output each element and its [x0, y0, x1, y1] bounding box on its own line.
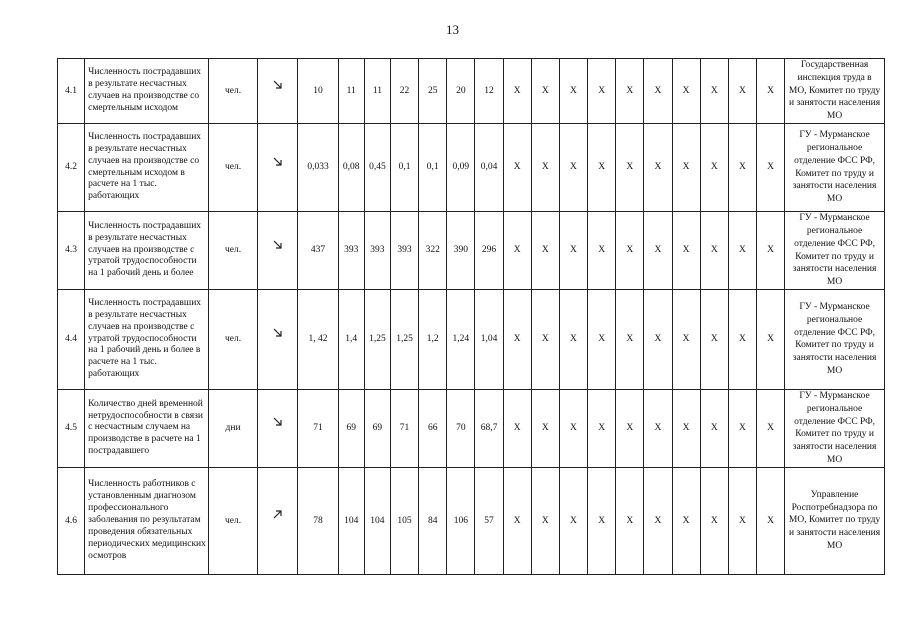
value-cell: 390 — [447, 212, 475, 290]
value-cell: 0,1 — [419, 124, 447, 212]
value-cell: 68,7 — [475, 389, 503, 467]
indicator-name: Численность работников с установленным диагнозом профессионального заболевания по результатам проведения обязательных периодических медицинских осмотров — [85, 467, 209, 574]
value-cell: 437 — [298, 212, 338, 290]
value-cell: Х — [616, 212, 644, 290]
value-cell: 0,033 — [298, 124, 338, 212]
value-cell: Х — [728, 124, 756, 212]
value-cell: Х — [757, 124, 785, 212]
value-cell: Х — [531, 389, 559, 467]
table-row — [58, 59, 885, 124]
arrow-down-right-icon — [260, 85, 295, 97]
value-cell: 0,08 — [338, 124, 364, 212]
value-cell: 20 — [447, 59, 475, 124]
value-cell: Х — [531, 289, 559, 389]
value-cell: Х — [588, 389, 616, 467]
value-cell: Х — [503, 389, 531, 467]
value-cell: Х — [616, 289, 644, 389]
value-cell: 296 — [475, 212, 503, 290]
value-cell: 322 — [419, 212, 447, 290]
responsible-cell: Государственная инспекция труда в МО, Комитет по труду и занятости населения МО — [785, 59, 885, 124]
arrow-up-right-icon — [260, 515, 295, 527]
value-cell: Х — [757, 59, 785, 124]
arrow-down-right-icon — [260, 333, 295, 345]
value-cell: Х — [588, 467, 616, 574]
value-cell: Х — [757, 289, 785, 389]
table-row — [58, 389, 885, 467]
value-cell: 71 — [298, 389, 338, 467]
value-cell: 1,2 — [419, 289, 447, 389]
value-cell: 84 — [419, 467, 447, 574]
row-number: 4.3 — [58, 212, 85, 290]
trend-cell — [258, 212, 298, 290]
arrow-down-right-icon — [260, 422, 295, 434]
value-cell: 1,25 — [390, 289, 418, 389]
value-cell: 11 — [338, 59, 364, 124]
trend-cell — [258, 289, 298, 389]
value-cell: Х — [672, 124, 700, 212]
value-cell: Х — [672, 289, 700, 389]
arrow-down-right-icon — [260, 162, 295, 174]
value-cell: 0,1 — [390, 124, 418, 212]
row-number: 4.4 — [58, 289, 85, 389]
value-cell: 1,04 — [475, 289, 503, 389]
unit-cell: чел. — [208, 124, 257, 212]
value-cell: 393 — [364, 212, 390, 290]
value-cell: 11 — [364, 59, 390, 124]
value-cell: Х — [644, 124, 672, 212]
value-cell: 1,4 — [338, 289, 364, 389]
value-cell: Х — [503, 467, 531, 574]
value-cell: 66 — [419, 389, 447, 467]
table-row — [58, 212, 885, 290]
row-number: 4.1 — [58, 59, 85, 124]
value-cell: Х — [559, 212, 587, 290]
value-cell: Х — [644, 389, 672, 467]
unit-cell: чел. — [208, 467, 257, 574]
indicator-name: Численность пострадавших в результате несчастных случаев на производстве с утратой трудоспособности на 1 рабочий день и более в расчете на 1 тыс. работающих — [85, 289, 209, 389]
unit-cell: чел. — [208, 289, 257, 389]
value-cell: Х — [503, 59, 531, 124]
value-cell: 69 — [338, 389, 364, 467]
value-cell: 0,09 — [447, 124, 475, 212]
value-cell: Х — [757, 389, 785, 467]
value-cell: 106 — [447, 467, 475, 574]
table-row — [58, 467, 885, 574]
indicators-table — [57, 58, 885, 575]
value-cell: Х — [503, 124, 531, 212]
value-cell: Х — [644, 59, 672, 124]
unit-cell: чел. — [208, 59, 257, 124]
value-cell: Х — [503, 289, 531, 389]
value-cell: Х — [728, 289, 756, 389]
indicator-name: Численность пострадавших в результате несчастных случаев на производстве со смертельным исходом — [85, 59, 209, 124]
trend-cell — [258, 124, 298, 212]
value-cell: Х — [672, 59, 700, 124]
value-cell: Х — [588, 59, 616, 124]
value-cell: Х — [616, 389, 644, 467]
value-cell: 105 — [390, 467, 418, 574]
value-cell: Х — [616, 124, 644, 212]
value-cell: Х — [588, 212, 616, 290]
indicator-name: Количество дней временной нетрудоспособности в связи с несчастным случаем на производстве в расчете на 1 пострадавшего — [85, 389, 209, 467]
value-cell: 78 — [298, 467, 338, 574]
value-cell: 104 — [364, 467, 390, 574]
value-cell: Х — [531, 467, 559, 574]
value-cell: 1, 42 — [298, 289, 338, 389]
value-cell: Х — [728, 389, 756, 467]
value-cell: 393 — [338, 212, 364, 290]
value-cell: Х — [728, 467, 756, 574]
value-cell: Х — [728, 59, 756, 124]
value-cell: 104 — [338, 467, 364, 574]
value-cell: 25 — [419, 59, 447, 124]
value-cell: Х — [644, 289, 672, 389]
value-cell: Х — [757, 212, 785, 290]
value-cell: Х — [559, 467, 587, 574]
value-cell: 1,25 — [364, 289, 390, 389]
value-cell: 0,04 — [475, 124, 503, 212]
table-row — [58, 124, 885, 212]
value-cell: Х — [616, 59, 644, 124]
unit-cell: дни — [208, 389, 257, 467]
value-cell: Х — [588, 124, 616, 212]
row-number: 4.6 — [58, 467, 85, 574]
value-cell: 393 — [390, 212, 418, 290]
value-cell: 12 — [475, 59, 503, 124]
value-cell: Х — [700, 124, 728, 212]
indicator-name: Численность пострадавших в результате несчастных случаев на производстве с утратой трудоспособности на 1 рабочий день и более — [85, 212, 209, 290]
unit-cell: чел. — [208, 212, 257, 290]
value-cell: Х — [644, 212, 672, 290]
value-cell: Х — [503, 212, 531, 290]
value-cell: Х — [559, 124, 587, 212]
table-row — [58, 289, 885, 389]
value-cell: Х — [672, 389, 700, 467]
value-cell: Х — [700, 289, 728, 389]
value-cell: 70 — [447, 389, 475, 467]
value-cell: Х — [559, 59, 587, 124]
responsible-cell: ГУ - Мурманское региональное отделение ФСС РФ, Комитет по труду и занятости населения МО — [785, 289, 885, 389]
value-cell: Х — [672, 467, 700, 574]
value-cell: Х — [728, 212, 756, 290]
value-cell: Х — [616, 467, 644, 574]
value-cell: 0,45 — [364, 124, 390, 212]
row-number: 4.5 — [58, 389, 85, 467]
value-cell: Х — [531, 212, 559, 290]
value-cell: Х — [700, 59, 728, 124]
value-cell: 57 — [475, 467, 503, 574]
value-cell: Х — [757, 467, 785, 574]
value-cell: Х — [531, 59, 559, 124]
value-cell: Х — [700, 212, 728, 290]
page-number: 13 — [446, 22, 459, 37]
trend-cell — [258, 59, 298, 124]
value-cell: Х — [644, 467, 672, 574]
value-cell: Х — [559, 389, 587, 467]
trend-cell — [258, 467, 298, 574]
value-cell: 69 — [364, 389, 390, 467]
value-cell: Х — [672, 212, 700, 290]
value-cell: 1,24 — [447, 289, 475, 389]
responsible-cell: ГУ - Мурманское региональное отделение ФСС РФ, Комитет по труду и занятости населения МО — [785, 212, 885, 290]
responsible-cell: ГУ - Мурманское региональное отделение ФСС РФ, Комитет по труду и занятости населения МО — [785, 124, 885, 212]
row-number: 4.2 — [58, 124, 85, 212]
indicator-name: Численность пострадавших в результате несчастных случаев на производстве со смертельным исходом в расчете на 1 тыс. работающих — [85, 124, 209, 212]
arrow-down-right-icon — [260, 245, 295, 257]
value-cell: 22 — [390, 59, 418, 124]
value-cell: Х — [700, 467, 728, 574]
value-cell: Х — [531, 124, 559, 212]
value-cell: 10 — [298, 59, 338, 124]
responsible-cell: Управление Роспотребнадзора по МО, Комитет по труду и занятости населения МО — [785, 467, 885, 574]
trend-cell — [258, 389, 298, 467]
responsible-cell: ГУ - Мурманское региональное отделение ФСС РФ, Комитет по труду и занятости населения МО — [785, 389, 885, 467]
value-cell: Х — [700, 389, 728, 467]
value-cell: Х — [588, 289, 616, 389]
value-cell: 71 — [390, 389, 418, 467]
value-cell: Х — [559, 289, 587, 389]
